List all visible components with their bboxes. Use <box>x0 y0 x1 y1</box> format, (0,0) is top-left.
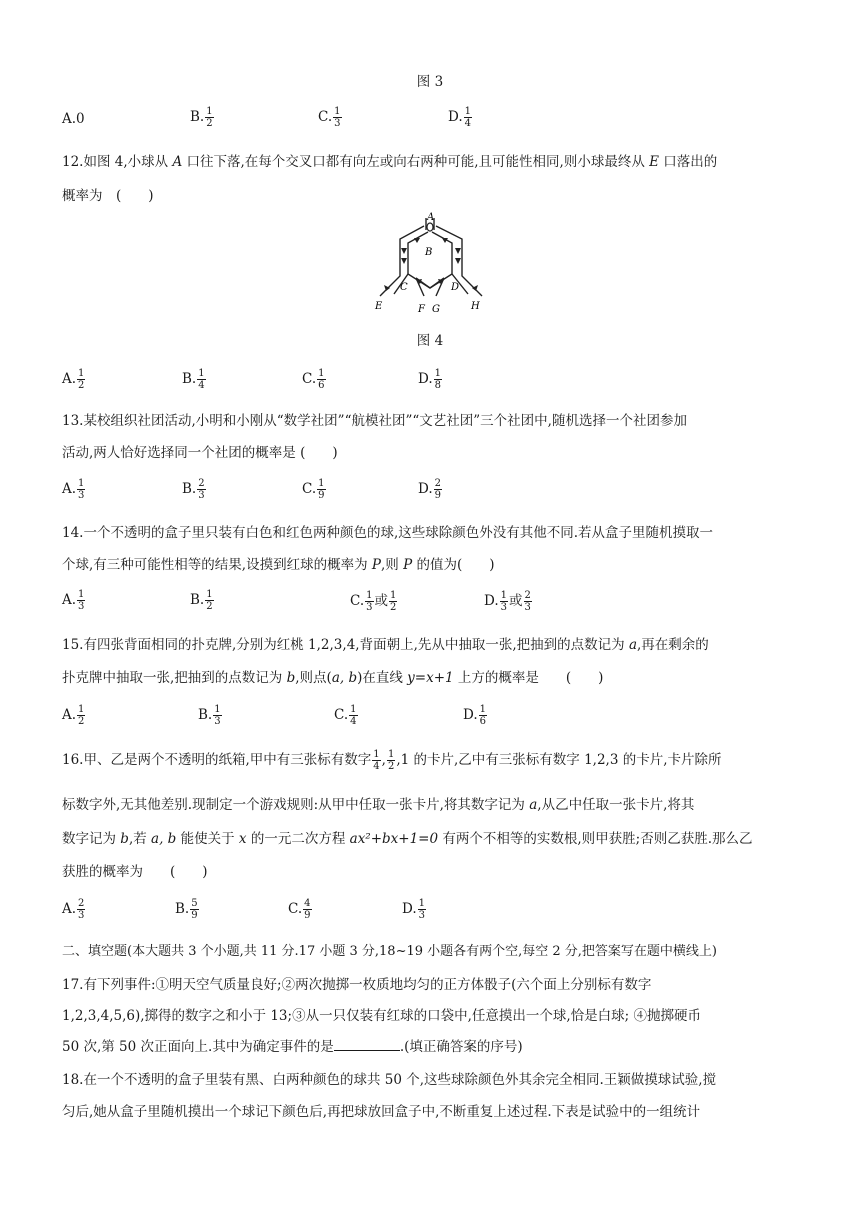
q14-stem-line-2: 个球,有三种可能性相等的结果,设摸到红球的概率为 P,则 P 的值为( ) <box>62 557 495 573</box>
q15-option-d[interactable]: D. $\frac{1}{6}$ <box>463 704 487 727</box>
label-a: A <box>427 212 435 223</box>
q14-option-c[interactable]: C. $\frac{1}{3}$ 或 $\frac{1}{2}$ <box>350 590 397 613</box>
q15-option-c[interactable]: C. $\frac{1}{4}$ <box>334 704 357 727</box>
fraction: $\frac{1}{4}$ <box>464 106 472 129</box>
q16-option-c[interactable]: C. $\frac{4}{9}$ <box>288 898 311 921</box>
q14-stem-line-1: 14.一个不透明的盒子里只装有白色和红色两种颜色的球,这些球除颜色外没有其他不同.若从盒子里随机摸取一 <box>62 525 714 541</box>
q13-stem-line-2: 活动,两人恰好选择同一个社团的概率是 ( ) <box>62 445 338 461</box>
q16-stem-line-4: 获胜的概率为 ( ) <box>62 864 208 880</box>
label-g: G <box>432 304 440 315</box>
q16-stem-line-3: 数字记为 b,若 a, b 能使关于 x 的一元二次方程 ax²+bx+1=0 有两个不相等的实数根,则甲获胜;否则乙获胜.那么乙 <box>62 831 753 847</box>
q16-stem-line-2: 标数字外,无其他差别.现制定一个游戏规则:从甲中任取一张卡片,将其数字记为 a,从乙中任取一张卡片,将其 <box>62 797 695 813</box>
fraction: $\frac{1}{2}$ <box>206 106 213 129</box>
q12-option-b[interactable]: B. $\frac{1}{4}$ <box>182 368 205 391</box>
q18-stem-line-1: 18.在一个不透明的盒子里装有黑、白两种颜色的球共 50 个,这些球除颜色外其余完全相同.王颖做摸球试验,搅 <box>62 1072 717 1088</box>
label-c: C <box>400 282 408 293</box>
q18-stem-line-2: 匀后,她从盒子里随机摸出一个球记下颜色后,再把球放回盒子中,不断重复上述过程.下表是试验中的一组统计 <box>62 1104 701 1120</box>
q13-option-a[interactable]: A. $\frac{1}{3}$ <box>62 478 85 501</box>
ball-icon <box>427 223 433 231</box>
q12-option-c[interactable]: C. $\frac{1}{6}$ <box>302 368 325 391</box>
q12-option-d[interactable]: D. $\frac{1}{8}$ <box>418 368 442 391</box>
label-h: H <box>471 301 480 312</box>
q11-option-b[interactable]: B. $\frac{1}{2}$ <box>190 106 213 129</box>
q13-stem-line-1: 13.某校组织社团活动,小明和小刚从“数学社团”“航模社团”“文艺社团”三个社团中,随机选择一个社团参加 <box>62 413 687 429</box>
q12-stem-line-2: 概率为 ( ) <box>62 188 154 204</box>
q16-option-b[interactable]: B. $\frac{5}{9}$ <box>175 898 198 921</box>
q13-option-b[interactable]: B. $\frac{2}{3}$ <box>182 478 205 501</box>
q12-stem-line-1: 12.如图 4,小球从 A 口往下落,在每个交叉口都有向左或向右两种可能,且可能性相同,则小球最终从 E 口落出的 <box>62 154 718 170</box>
q15-option-b[interactable]: B. $\frac{1}{3}$ <box>198 704 221 727</box>
q11-option-a[interactable]: A.0 <box>62 111 85 127</box>
label-d: D <box>451 282 460 293</box>
q14-option-d[interactable]: D. $\frac{1}{3}$ 或 $\frac{2}{3}$ <box>484 590 531 613</box>
fraction: $\frac{1}{3}$ <box>334 106 341 129</box>
q15-stem-line-1: 15.有四张背面相同的扑克牌,分别为红桃 1,2,3,4,背面朝上,先从中抽取一张,把抽到的点数记为 a,再在剩余的 <box>62 637 709 653</box>
q13-option-c[interactable]: C. $\frac{1}{9}$ <box>302 478 325 501</box>
q14-option-b[interactable]: B. $\frac{1}{2}$ <box>190 589 213 612</box>
answer-blank[interactable] <box>334 1038 400 1051</box>
q12-option-a[interactable]: A. $\frac{1}{2}$ <box>62 368 85 391</box>
label-b: B <box>425 247 433 258</box>
label-e: E <box>375 301 383 312</box>
q17-stem-line-2: 1,2,3,4,5,6),掷得的数字之和小于 13;③从一只仅装有红球的口袋中,任意摸出一个球,恰是白球; ④抛掷硬币 <box>62 1008 701 1024</box>
label-f: F <box>418 304 425 315</box>
q14-option-a[interactable]: A. $\frac{1}{3}$ <box>62 589 85 612</box>
figure-4-diagram <box>372 212 490 316</box>
q16-option-d[interactable]: D. $\frac{1}{3}$ <box>402 898 426 921</box>
q17-stem-line-3: 50 次,第 50 次正面向上.其中为确定事件的是 .(填正确答案的序号) <box>62 1039 523 1055</box>
q11-option-d[interactable]: D. $\frac{1}{4}$ <box>448 106 472 129</box>
q16-stem-line-1: 16.甲、乙是两个不透明的纸箱,甲中有三张标有数字 $\frac{1}{4}$ , $\frac{1}{2}$ ,1 的卡片,乙中有三张标有数字 1,2,3 的卡片,卡片除所 <box>62 749 722 772</box>
figure-4-caption: 图 4 <box>416 333 444 349</box>
q17-stem-line-1: 17.有下列事件:①明天空气质量良好;②两次抛掷一枚质地均匀的正方体骰子(六个面上分别标有数字 <box>62 977 652 993</box>
q11-option-c[interactable]: C. $\frac{1}{3}$ <box>318 106 341 129</box>
q16-option-a[interactable]: A. $\frac{2}{3}$ <box>62 898 85 921</box>
section-2-heading: 二、填空题(本大题共 3 个小题,共 11 分.17 小题 3 分,18~19 小题各有两个空,每空 2 分,把答案写在题中横线上) <box>62 944 718 959</box>
q13-option-d[interactable]: D. $\frac{2}{9}$ <box>418 478 442 501</box>
figure-3-caption: 图 3 <box>416 74 444 90</box>
q15-option-a[interactable]: A. $\frac{1}{2}$ <box>62 704 85 727</box>
q15-stem-line-2: 扑克牌中抽取一张,把抽到的点数记为 b,则点(a, b)在直线 y=x+1 上方的概率是 ( ) <box>62 670 604 686</box>
